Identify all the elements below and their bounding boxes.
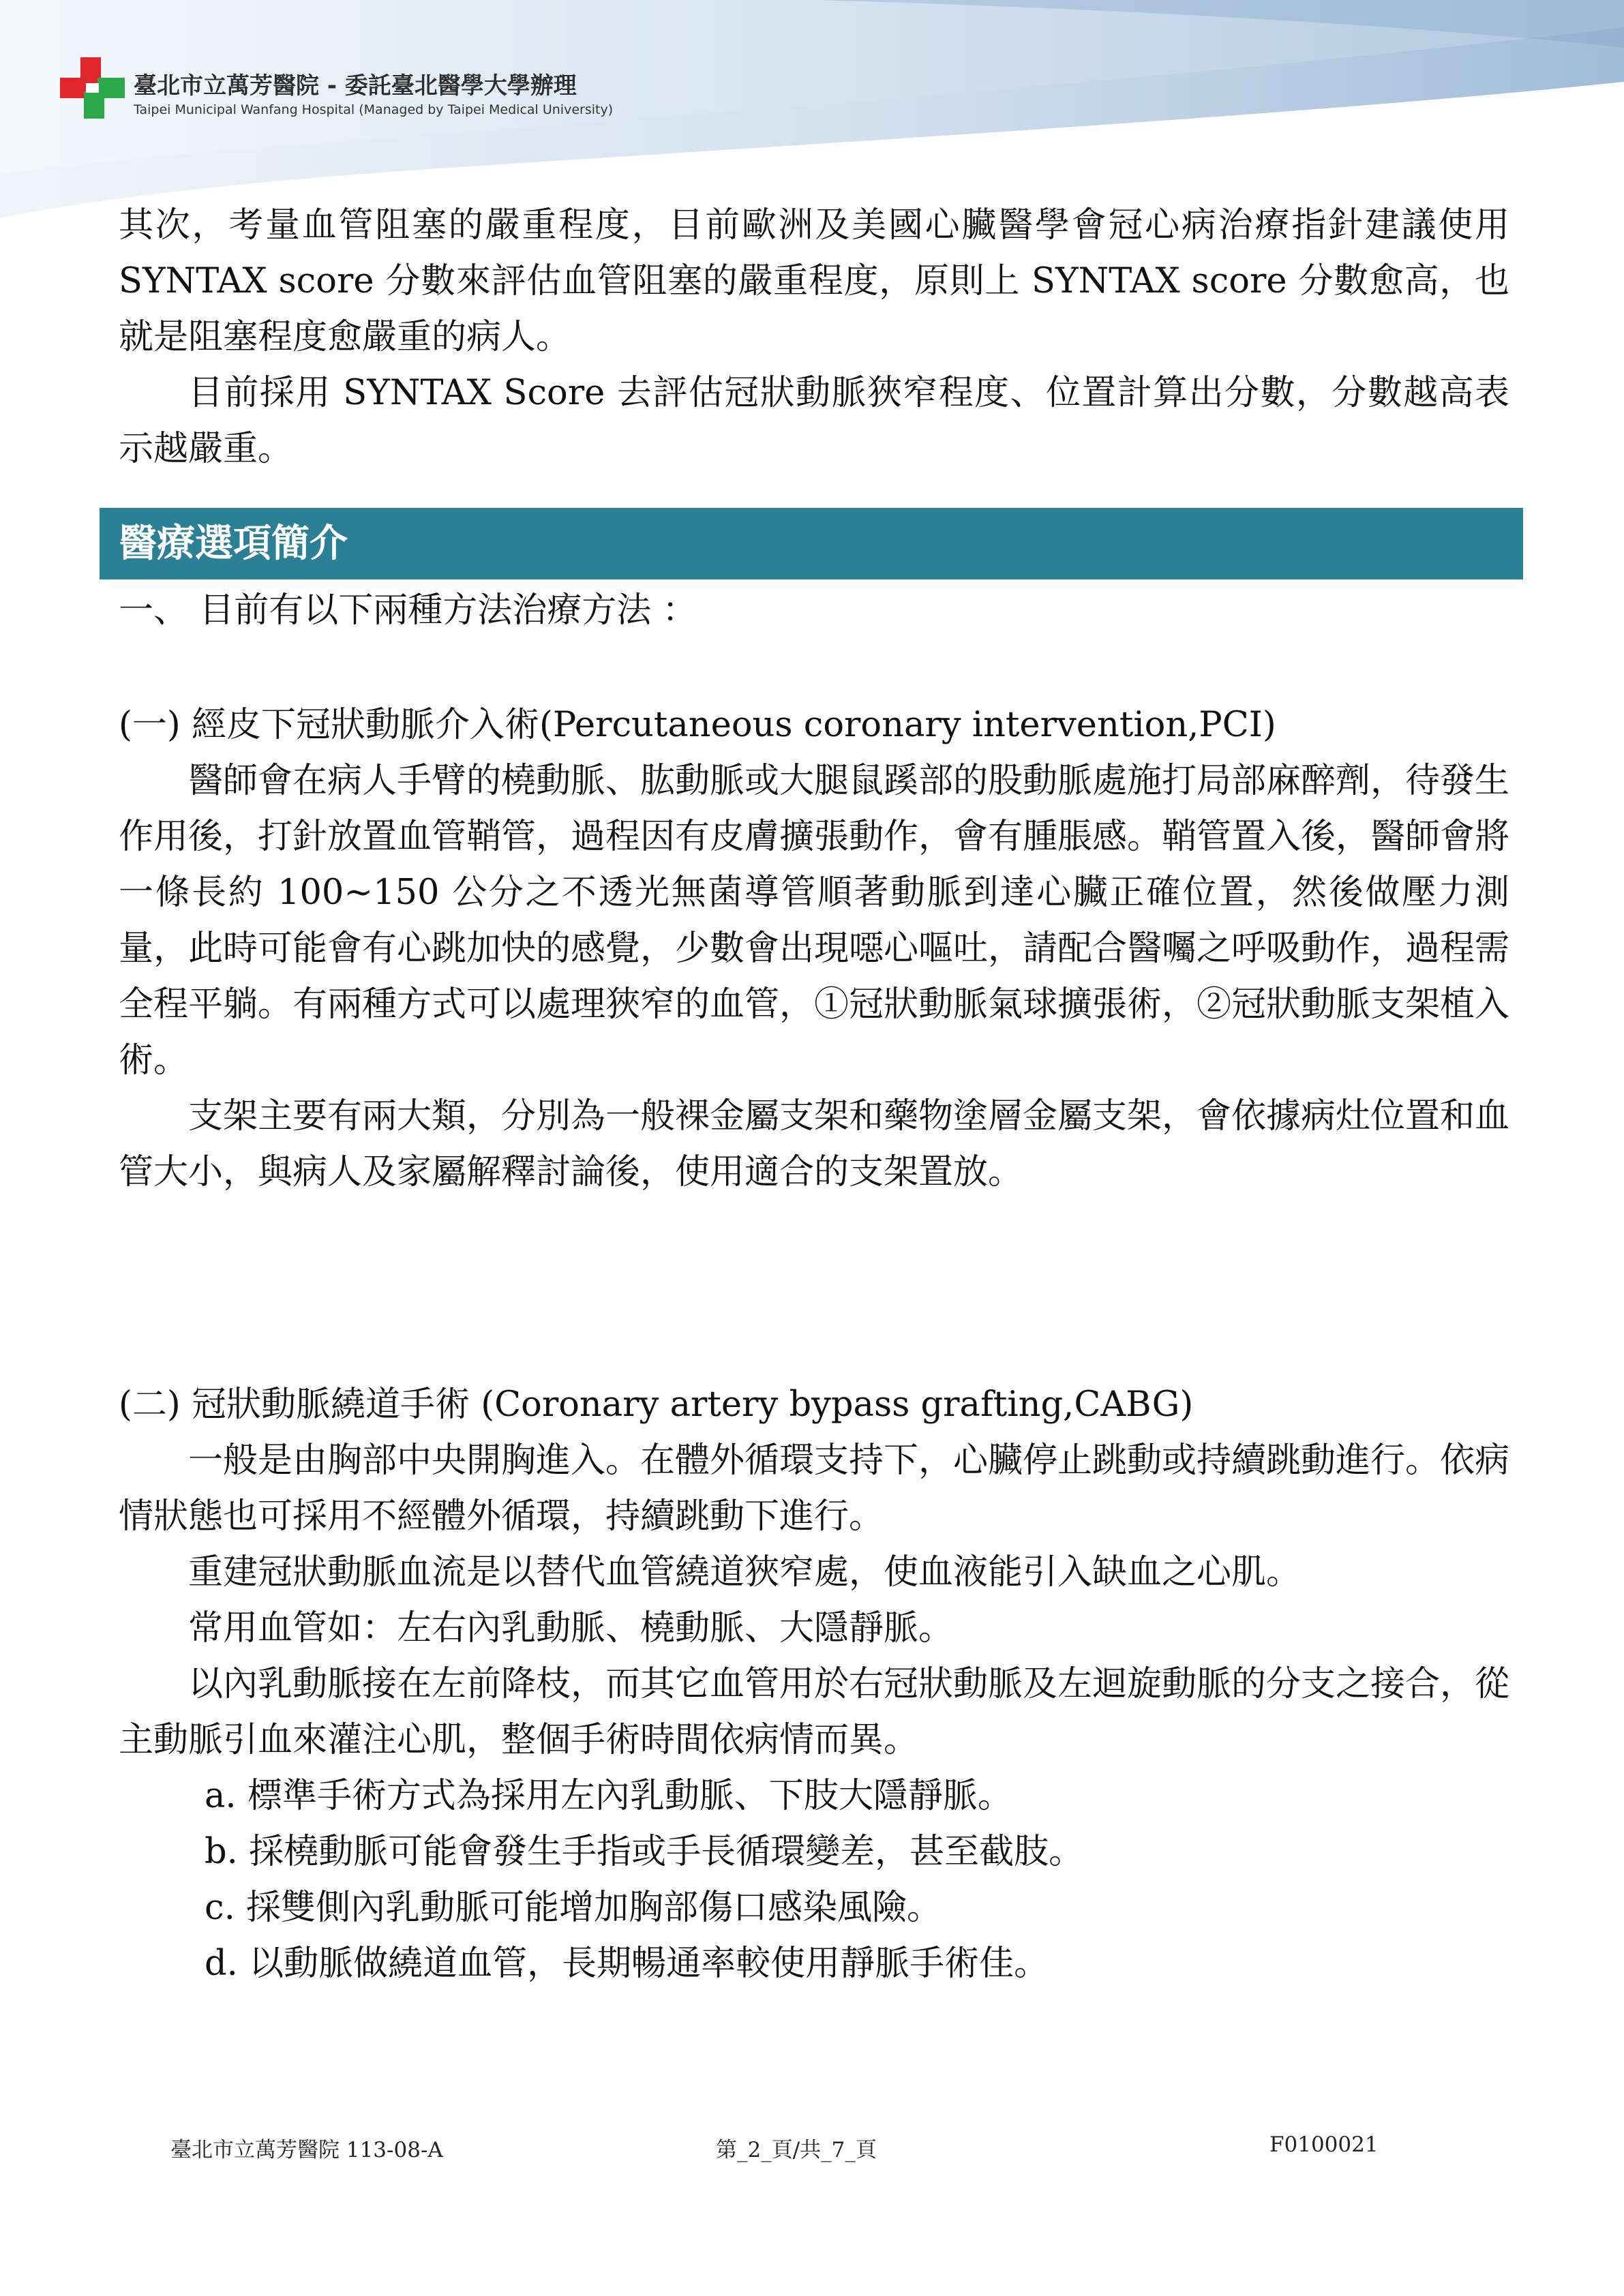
cabg-paragraph-2: 重建冠狀動脈血流是以替代血管繞道狹窄處，使血液能引入缺血之心肌。 [188,1552,1302,1592]
cabg-heading: (二) 冠狀動脈繞道手術 (Coronary artery bypass grafting,CABG) [119,1385,1194,1425]
pci-section [119,697,1509,1200]
cabg-paragraph-3: 常用血管如：左右內乳動脈、橈動脈、大隱靜脈。 [188,1608,954,1648]
pci-paragraph-2: 支架主要有兩大類，分別為一般裸金屬支架和藥物塗層金屬支架，會依據病灶位置和血管大小，與病人及家屬解釋討論後，使用適合的支架置放。 [119,1096,1510,1192]
list-item: c. 採雙側內乳動脈可能增加胸部傷口感染風險。 [205,1888,942,1928]
intro-section [119,198,1509,477]
hospital-name-en: Taipei Municipal Wanfang Hospital (Managed by Taipei Medical University) [134,102,614,117]
section-title: 醫療選項簡介 [119,522,348,566]
section-header-bar [100,508,1523,579]
list-item: b. 採橈動脈可能會發生手指或手長循環變差，甚至截肢。 [205,1832,1084,1872]
section-subtitle: 一、 目前有以下兩種方法治療方法 ： [119,590,697,631]
hospital-name: 臺北市立萬芳醫院 - 委託臺北醫學大學辦理 [134,72,577,100]
pci-paragraph-1: 醫師會在病人手臂的橈動脈、肱動脈或大腿鼠蹊部的股動脈處施打局部麻醉劑，待發生作用後，打針放置血管鞘管，過程因有皮膚擴張動作，會有腫脹感。鞘管置入後，醫師會將一條長約 100~150 公分之不透光無菌導管順著動脈到達心臟正確位置，然後做壓力測量，此時可能會有心跳加快的感覺，少數會出現噁心嘔吐，請配合醫囑之呼吸動作，過程需全程平躺。有兩種方式可以處理狹窄的血管，①冠狀動脈氣球擴張術，②冠狀動脈支架植入術。 [119,761,1510,1081]
footer-form-number: F0100021 [1269,2132,1379,2157]
section-subtitle-block [119,583,1509,639]
list-item: d. 以動脈做繞道血管，長期暢通率較使用靜脈手術佳。 [205,1944,1049,1984]
list-item: a. 標準手術方式為採用左內乳動脈、下肢大隱靜脈。 [205,1776,1012,1816]
footer-doc-code: 臺北市立萬芳醫院 113-08-A [170,2138,443,2162]
cabg-paragraph-1: 一般是由胸部中央開胸進入。在體外循環支持下，心臟停止跳動或持續跳動進行。依病情狀態也可採用不經體外循環，持續跳動下進行。 [119,1440,1510,1537]
intro-paragraph-1: 其次，考量血管阻塞的嚴重程度，目前歐洲及美國心臟醫學會冠心病治療指針建議使用 SYNTAX score 分數來評估血管阻塞的嚴重程度，原則上 SYNTAX score 分數愈高，也就是阻塞程度愈嚴重的病人。 [119,205,1509,357]
footer-page-number: 第_2_頁/共_7_頁 [716,2138,877,2162]
cabg-paragraph-4: 以內乳動脈接在左前降枝，而其它血管用於右冠狀動脈及左迴旋動脈的分支之接合，從主動脈引血來灌注心肌，整個手術時間依病情而異。 [119,1664,1510,1760]
intro-paragraph-2: 目前採用 SYNTAX Score 去評估冠狀動脈狹窄程度、位置計算出分數，分數越高表示越嚴重。 [119,373,1509,469]
pci-heading: (一) 經皮下冠狀動脈介入術(Percutaneous coronary intervention,PCI) [119,705,1276,745]
cabg-section [119,1377,1509,1992]
hospital-cross-logo-icon [60,57,125,119]
